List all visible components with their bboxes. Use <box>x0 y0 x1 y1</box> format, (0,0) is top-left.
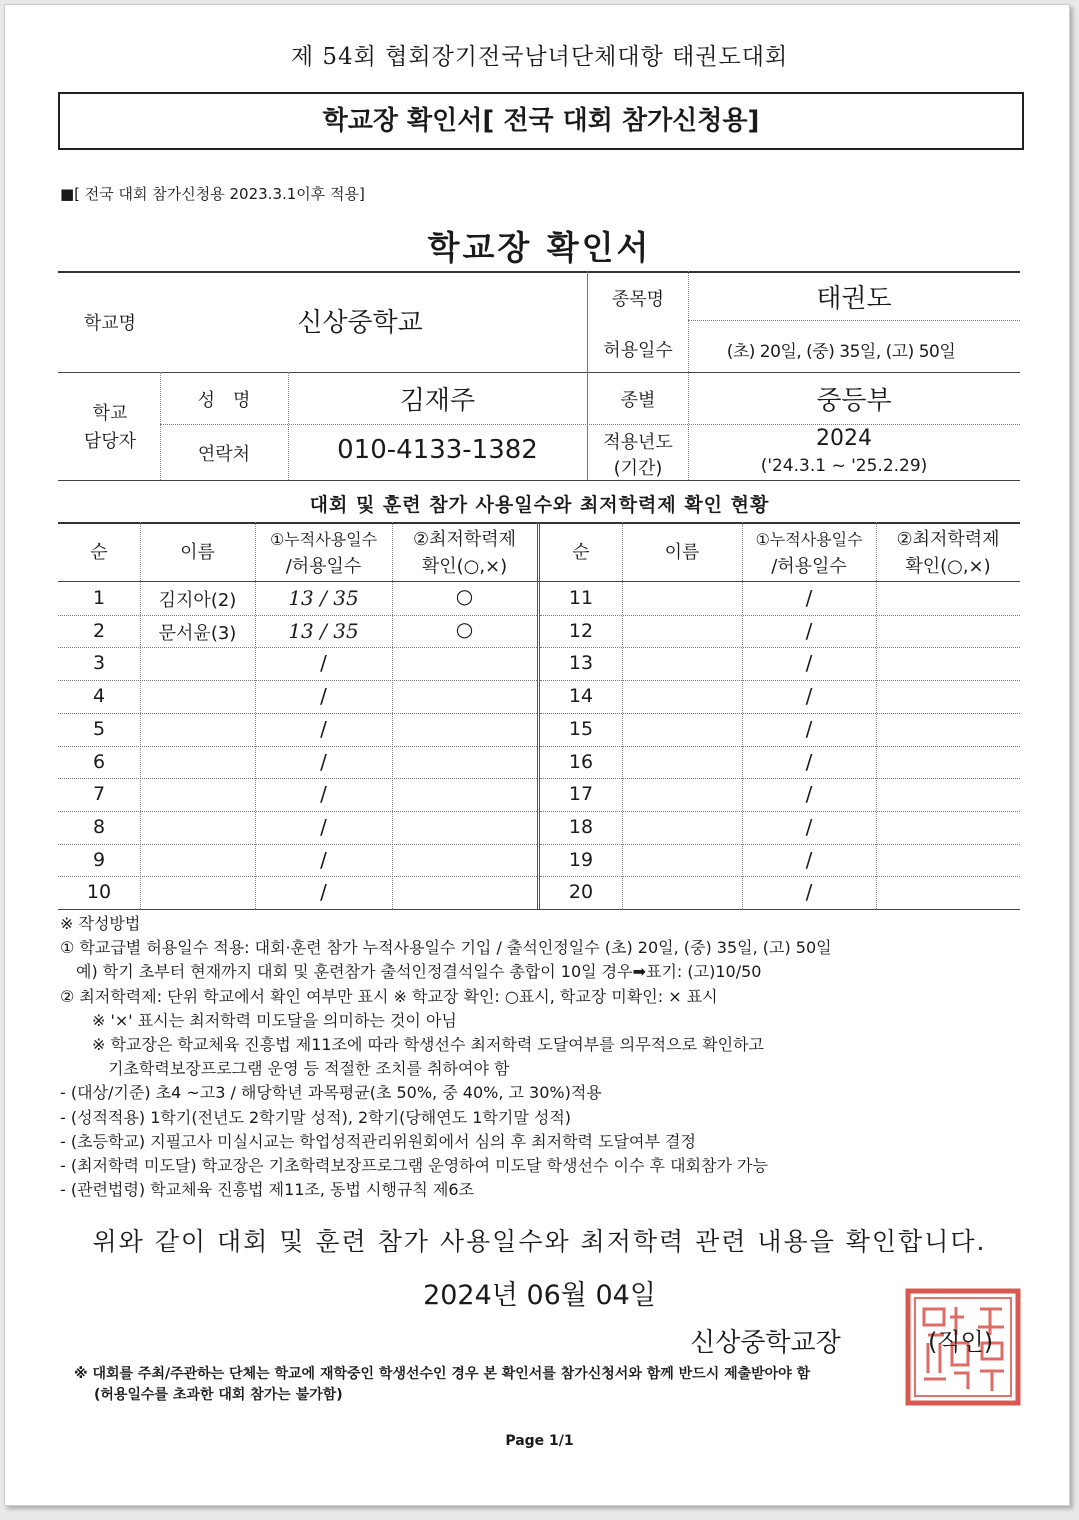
days-used: / <box>320 847 327 872</box>
manager-contact-label: 연락처 <box>197 444 251 465</box>
year-value: 2024 <box>816 426 872 451</box>
table-bottom-border <box>58 909 1020 910</box>
days-used: / <box>805 651 813 676</box>
category-label: 종별 <box>620 390 656 411</box>
col-divider <box>140 522 141 909</box>
days-used: / <box>805 880 813 905</box>
days-used: / <box>320 716 327 741</box>
instruction-line: ① 학교급별 허용일수 적용: 대회·훈련 참가 누적사용일수 기입 / 출석인정일수 (초) 20일, (중) 35일, (고) 50일 <box>60 938 832 958</box>
row-divider <box>58 746 537 747</box>
row-number: 12 <box>568 619 594 642</box>
row-divider <box>58 615 537 616</box>
row-divider <box>58 680 537 681</box>
col-divider <box>876 522 877 909</box>
row-number: 13 <box>568 652 594 675</box>
header-check-line2: 확인(○,×) <box>421 556 508 577</box>
row-divider <box>58 844 537 845</box>
col-divider <box>622 522 623 909</box>
days-used: / <box>320 684 327 709</box>
header-name: 이름 <box>180 542 215 563</box>
row-number: 11 <box>568 587 594 609</box>
instruction-line: ② 최저학력제: 단위 학교에서 확인 여부만 표시 ※ 학교장 확인: ○표시, 학교장 미확인: × 표시 <box>60 986 718 1006</box>
footnote-line: (허용일수를 초과한 대회 참가는 불가함) <box>94 1387 343 1403</box>
category-value: 중등부 <box>816 386 892 416</box>
year-label-line1: 적용년도 <box>603 432 673 453</box>
days-used: / <box>805 716 813 741</box>
row-number: 17 <box>568 783 594 806</box>
row-number: 3 <box>92 652 106 675</box>
row-number: 8 <box>92 815 106 838</box>
row-divider <box>58 876 537 877</box>
info-line <box>688 320 1020 321</box>
allowed-days-value: (초) 20일, (중) 35일, (고) 50일 <box>726 342 956 362</box>
row-divider <box>540 615 1020 616</box>
manager-name-label: 성 명 <box>197 390 251 411</box>
student-name: 김지아(2) <box>158 590 237 611</box>
row-number: 1 <box>92 587 106 609</box>
info-line <box>160 424 1020 425</box>
days-used: / <box>320 782 327 807</box>
academic-check: ○ <box>455 584 474 608</box>
row-number: 15 <box>568 717 594 740</box>
manager-name-value: 김재주 <box>399 386 476 416</box>
page-number: Page 1/1 <box>505 1433 574 1449</box>
days-used: / <box>805 814 813 839</box>
days-used: / <box>805 847 813 872</box>
header-days-line2: /허용일수 <box>771 556 847 577</box>
school-name-value: 신상중학교 <box>297 308 423 338</box>
student-name: 문서윤(3) <box>158 622 237 644</box>
days-used: / <box>320 814 327 839</box>
footnote <box>74 1364 810 1406</box>
instruction-line: - (관련법령) 학교체육 진흥법 제11조, 동법 시행규칙 제6조 <box>60 1180 475 1200</box>
row-number: 4 <box>92 685 106 708</box>
row-number: 2 <box>92 619 106 642</box>
row-number: 5 <box>92 717 106 740</box>
instructions <box>60 912 832 1202</box>
allowed-days-label: 허용일수 <box>603 340 673 361</box>
section-title: 대회 및 훈련 참가 사용일수와 최저학력제 확인 현황 <box>309 494 770 516</box>
period-value: ('24.3.1 ~ '25.2.29) <box>760 456 928 476</box>
col-divider <box>392 522 393 909</box>
row-number: 7 <box>92 783 106 806</box>
header-num: 순 <box>90 542 108 563</box>
days-used: / <box>805 749 813 774</box>
academic-check: ○ <box>455 616 474 641</box>
year-label-line2: (기간) <box>613 458 663 479</box>
instruction-line: ※ 작성방법 <box>60 914 141 933</box>
row-number: 16 <box>568 750 594 773</box>
instruction-line: ※ '×' 표시는 최저학력 미도달을 의미하는 것이 아님 <box>60 1010 457 1030</box>
row-number: 20 <box>568 881 594 904</box>
form-title: 학교장 확인서[ 전국 대회 참가신청용] <box>322 106 760 136</box>
document-title: 학교장 확인서 <box>427 228 652 267</box>
days-used: / <box>805 586 813 610</box>
row-number: 10 <box>86 881 112 904</box>
row-divider <box>540 876 1020 877</box>
row-divider <box>58 778 537 779</box>
row-divider <box>540 680 1020 681</box>
header-check-line1: ②최저학력제 <box>896 529 1000 550</box>
header-check-line2: 확인(○,×) <box>905 556 991 577</box>
days-used: 13 / 35 <box>288 586 359 610</box>
event-value: 태권도 <box>816 284 892 314</box>
days-used: / <box>320 749 327 774</box>
row-number: 9 <box>92 848 106 871</box>
form-title-box <box>58 92 1024 150</box>
instruction-line: - (대상/기준) 초4 ~고3 / 해당학년 과목평균(초 50%, 중 40%, 고 30%)적용 <box>60 1083 602 1103</box>
instruction-line: - (최저학력 미도달) 학교장은 기초학력보장프로그램 운영하여 미도달 학생선수 이수 후 대회참가 가능 <box>60 1156 768 1176</box>
days-used: / <box>805 782 813 807</box>
seal-label: (직인) <box>928 1328 994 1356</box>
info-line <box>58 372 1020 373</box>
event-title: 제 54회 협회장기전국남녀단체대항 태권도대회 <box>290 44 789 70</box>
row-divider <box>540 844 1020 845</box>
days-used: / <box>320 880 327 905</box>
days-used: / <box>320 651 327 676</box>
row-divider <box>58 647 537 648</box>
header-days-line1: ①누적사용일수 <box>755 530 863 549</box>
footnote-line: ※ 대회를 주최/주관하는 단체는 학교에 재학중인 학생선수인 경우 본 확인서를 참가신청서와 함께 반드시 제출받아야 함 <box>74 1366 811 1382</box>
row-number: 14 <box>568 685 594 708</box>
info-top-border <box>58 271 1020 273</box>
header-name: 이름 <box>664 542 700 563</box>
days-used: / <box>805 618 813 643</box>
row-number: 19 <box>568 848 594 871</box>
signature-date: 2024년 06월 04일 <box>423 1280 656 1311</box>
days-used: 13 / 35 <box>288 618 359 643</box>
row-divider <box>58 811 537 812</box>
row-divider <box>540 647 1020 648</box>
header-num: 순 <box>572 542 590 563</box>
row-number: 18 <box>568 815 594 838</box>
info-line <box>58 480 1020 481</box>
instruction-line: ※ 학교장은 학교체육 진흥법 제11조에 따라 학생선수 최저학력 도달여부를 의무적으로 확인하고 <box>60 1035 764 1055</box>
manager-contact-value: 010-4133-1382 <box>337 435 538 465</box>
applicability-note: ■[ 전국 대회 참가신청용 2023.3.1이후 적용] <box>60 185 365 203</box>
row-number: 6 <box>92 750 106 773</box>
principal-name: 신상중학교장 <box>690 1328 841 1358</box>
confirmation-statement: 위와 같이 대회 및 훈련 참가 사용일수와 최저학력 관련 내용을 확인합니다. <box>92 1227 987 1256</box>
manager-label-line2: 담당자 <box>83 431 137 452</box>
instruction-line: 기초학력보장프로그램 운영 등 적절한 조치를 취하여야 함 <box>60 1059 510 1079</box>
row-divider <box>540 811 1020 812</box>
event-label: 종목명 <box>611 289 665 310</box>
instruction-line: - (성적적용) 1학기(전년도 2학기말 성적), 2학기(당해연도 1학기말 성적) <box>60 1107 572 1127</box>
row-divider <box>540 713 1020 714</box>
row-divider <box>540 778 1020 779</box>
header-days-line2: /허용일수 <box>285 556 362 577</box>
school-name-label: 학교명 <box>83 313 137 334</box>
manager-label-line1: 학교 <box>92 403 128 424</box>
instruction-line: - (초등학교) 지필고사 미실시교는 학업성적관리위원회에서 심의 후 최저학력 도달여부 결정 <box>60 1131 696 1151</box>
header-check-line1: ②최저학력제 <box>412 529 517 550</box>
header-days-line1: ①누적사용일수 <box>269 530 378 549</box>
days-used: / <box>805 684 813 709</box>
instruction-line: 예) 학기 초부터 현재까지 대회 및 훈련참가 출석인정결석일수 총합이 10일 경우➡표기: (고)10/50 <box>60 962 762 982</box>
row-divider <box>540 746 1020 747</box>
row-divider <box>58 713 537 714</box>
